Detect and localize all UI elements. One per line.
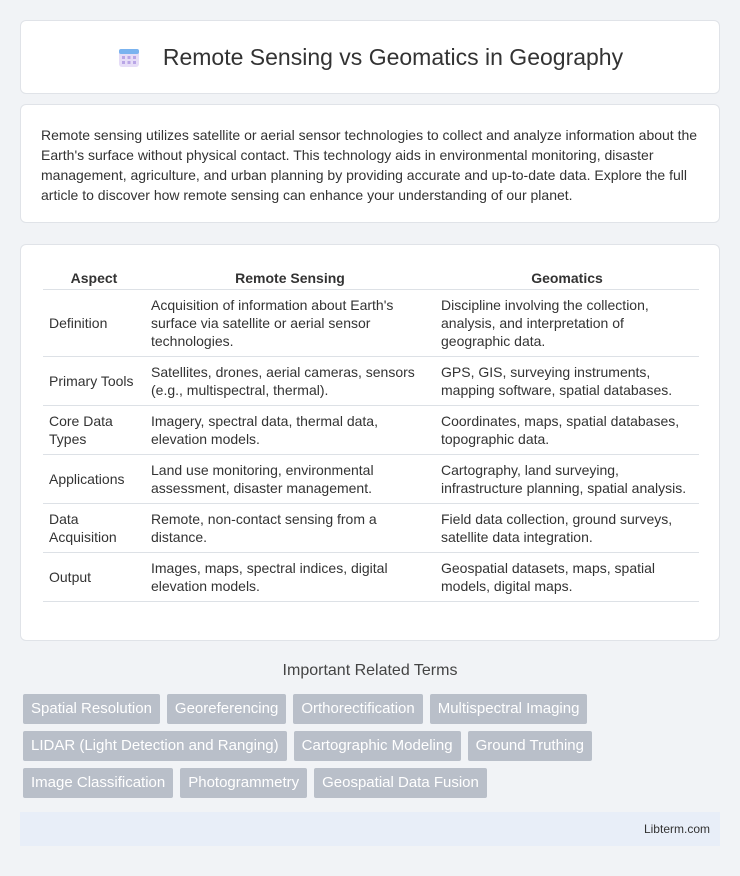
column-header: Aspect — [43, 265, 145, 290]
aspect-cell: Data Acquisition — [43, 504, 145, 553]
related-term-tag[interactable]: Orthorectification — [293, 694, 422, 724]
intro-text: Remote sensing utilizes satellite or aerial sensor technologies to collect and analyze information about the Earth's surface without physical contact. This technology aids in environmental monitoring, disaster management, agriculture, and urban planning by providing accurate and up-to-date data. Explore the full article to discover how remote sensing can enhance your understanding of our planet. — [41, 127, 698, 203]
related-term-tag[interactable]: Multispectral Imaging — [430, 694, 588, 724]
related-term-tag[interactable]: Geospatial Data Fusion — [314, 768, 487, 798]
geomatics-cell: Coordinates, maps, spatial databases, topographic data. — [435, 406, 699, 455]
related-term-tag[interactable]: Spatial Resolution — [23, 694, 160, 724]
geomatics-cell: Geospatial datasets, maps, spatial models, digital maps. — [435, 553, 699, 602]
table-row — [43, 455, 699, 504]
table-row — [43, 406, 699, 455]
tag-row — [23, 731, 723, 761]
remote-sensing-cell: Remote, non-contact sensing from a distance. — [145, 504, 435, 553]
table-row — [43, 357, 699, 406]
aspect-cell: Core Data Types — [43, 406, 145, 455]
calendar-icon — [117, 45, 141, 69]
geomatics-cell: GPS, GIS, surveying instruments, mapping software, spatial databases. — [435, 357, 699, 406]
intro-card — [20, 104, 720, 223]
page-title: Remote Sensing vs Geomatics in Geography — [162, 43, 624, 70]
aspect-cell: Output — [43, 553, 145, 602]
geomatics-cell: Cartography, land surveying, infrastructure planning, spatial analysis. — [435, 455, 699, 504]
related-term-tag[interactable]: Photogrammetry — [180, 768, 307, 798]
related-term-tag[interactable]: Image Classification — [23, 768, 173, 798]
table-row — [43, 290, 699, 357]
remote-sensing-cell: Imagery, spectral data, thermal data, elevation models. — [145, 406, 435, 455]
table-row — [43, 553, 699, 602]
footer-link[interactable]: Libterm.com — [643, 822, 710, 836]
column-header: Geomatics — [435, 265, 699, 290]
column-header: Remote Sensing — [145, 265, 435, 290]
table-header-row — [43, 265, 699, 290]
related-term-tag[interactable]: Cartographic Modeling — [294, 731, 461, 761]
header-card — [20, 20, 720, 94]
geomatics-cell: Field data collection, ground surveys, satellite data integration. — [435, 504, 699, 553]
footer — [20, 812, 720, 846]
remote-sensing-cell: Acquisition of information about Earth's surface via satellite or aerial sensor technologies. — [145, 290, 435, 357]
comparison-table — [43, 265, 699, 602]
remote-sensing-cell: Satellites, drones, aerial cameras, sensors (e.g., multispectral, thermal). — [145, 357, 435, 406]
related-term-tag[interactable]: Ground Truthing — [468, 731, 592, 761]
aspect-cell: Applications — [43, 455, 145, 504]
tag-row — [23, 768, 723, 798]
related-terms-title: Important Related Terms — [282, 662, 458, 679]
aspect-cell: Primary Tools — [43, 357, 145, 406]
table-row — [43, 504, 699, 553]
related-term-tag[interactable]: LIDAR (Light Detection and Ranging) — [23, 731, 287, 761]
remote-sensing-cell: Land use monitoring, environmental assessment, disaster management. — [145, 455, 435, 504]
comparison-card — [20, 244, 720, 641]
geomatics-cell: Discipline involving the collection, analysis, and interpretation of geographic data. — [435, 290, 699, 357]
aspect-cell: Definition — [43, 290, 145, 357]
related-terms-list — [23, 694, 723, 805]
remote-sensing-cell: Images, maps, spectral indices, digital elevation models. — [145, 553, 435, 602]
tag-row — [23, 694, 723, 724]
related-term-tag[interactable]: Georeferencing — [167, 694, 286, 724]
